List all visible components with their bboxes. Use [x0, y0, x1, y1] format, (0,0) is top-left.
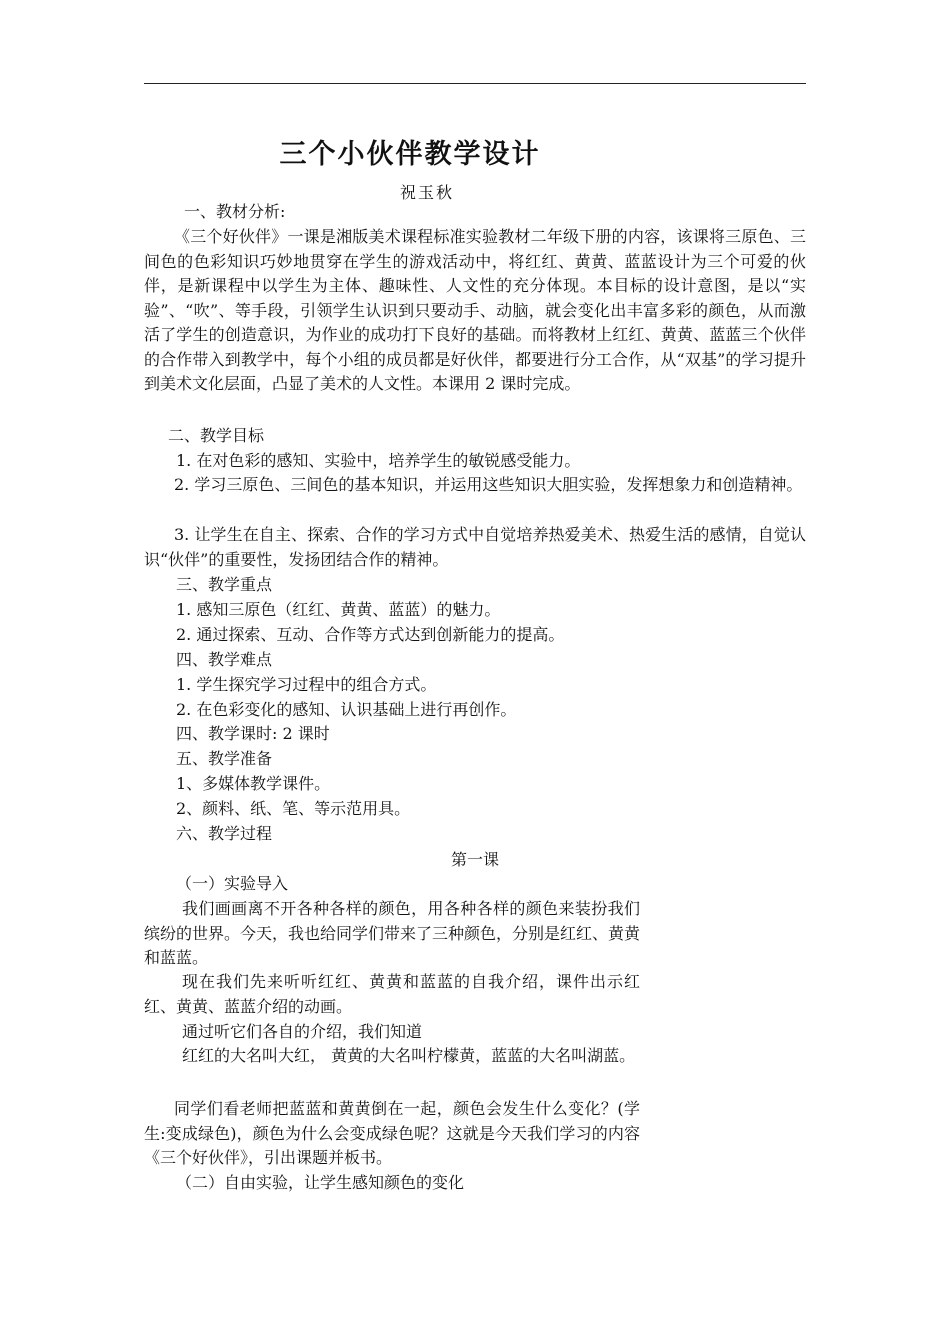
- difficulty-item-2: 2. 在色彩变化的感知、认识基础上进行再创作。: [176, 700, 517, 719]
- section-heading-analysis: 一、教材分析:: [184, 202, 286, 221]
- objective-item-1: 1. 在对色彩的感知、实验中，培养学生的敏锐感受能力。: [176, 451, 581, 470]
- process-step-1-para-2: 现在我们先来听听红红、黄黄和蓝蓝的自我介绍，课件出示红红、黄黄、蓝蓝介绍的动画。: [144, 972, 640, 1016]
- page-title: 三个小伙伴教学设计: [279, 139, 541, 170]
- header-rule: [144, 83, 806, 84]
- analysis-paragraph: 《三个好伙伴》一课是湘版美术课程标准实验教材二年级下册的内容，该课将三原色、三间色的色彩知识巧妙地贯穿在学生的游戏活动中，将红红、黄黄、蓝蓝设计为三个可爱的伙伴，是新课程中以学生为主体、趣味性、人文性的充分体现。本目标的设计意图，是以“实验”、“吹”、等手段，引领学生认识到只要动手、动脑，就会变化出丰富多彩的颜色，从而激活了学生的创造意识，为作业的成功打下良好的基础。而将教材上红红、黄黄、蓝蓝三个伙伴的合作带入到教学中，每个小组的成员都是好伙伴，都要进行分工合作，从“双基”的学习提升到美术文化层面，凸显了美术的人文性。本课用 2 课时完成。: [144, 227, 806, 393]
- section-heading-objectives: 二、教学目标: [168, 426, 265, 445]
- key-point-item-1: 1. 感知三原色（红红、黄黄、蓝蓝）的魅力。: [176, 600, 501, 619]
- section-heading-preparation: 五、教学准备: [176, 749, 273, 768]
- difficulty-item-1: 1. 学生探究学习过程中的组合方式。: [176, 675, 437, 694]
- preparation-item-1: 1、多媒体教学课件。: [176, 774, 331, 793]
- process-step-1-heading: （一）实验导入: [176, 874, 289, 893]
- key-point-item-2: 2. 通过探索、互动、合作等方式达到创新能力的提高。: [176, 625, 565, 644]
- section-heading-difficulties: 四、教学难点: [176, 650, 273, 669]
- process-step-2-heading: （二）自由实验，让学生感知颜色的变化: [176, 1173, 465, 1192]
- section-heading-key-points: 三、教学重点: [176, 575, 273, 594]
- process-step-1-para-4: 红红的大名叫大红， 黄黄的大名叫柠檬黄，蓝蓝的大名叫湖蓝。: [182, 1046, 636, 1065]
- process-step-1-para-3: 通过听它们各自的介绍，我们知道: [182, 1022, 423, 1041]
- author-name: 祝玉秋: [400, 183, 455, 202]
- objective-item-3: 3. 让学生在自主、探索、合作的学习方式中自觉培养热爱美术、热爱生活的感情，自觉认识“伙伴”的重要性，发扬团结合作的精神。: [144, 525, 806, 569]
- objective-item-2: 2. 学习三原色、三间色的基本知识，并运用这些知识大胆实验，发挥想象力和创造精神。: [174, 475, 803, 494]
- process-step-1-para-5: 同学们看老师把蓝蓝和黄黄倒在一起，颜色会发生什么变化？(学生:变成绿色)，颜色为什么会变成绿色呢？这就是今天我们学习的内容《三个好伙伴》，引出课题并板书。: [144, 1099, 640, 1167]
- process-step-1-para-1: 我们画画离不开各种各样的颜色，用各种各样的颜色来装扮我们缤纷的世界。今天，我也给同学们带来了三种颜色，分别是红红、黄黄和蓝蓝。: [144, 899, 641, 967]
- lesson-title: 第一课: [450, 850, 499, 869]
- preparation-item-2: 2、颜料、纸、笔、等示范用具。: [176, 799, 411, 818]
- section-heading-periods: 四、教学课时: 2 课时: [176, 724, 330, 743]
- section-heading-process: 六、教学过程: [176, 824, 273, 843]
